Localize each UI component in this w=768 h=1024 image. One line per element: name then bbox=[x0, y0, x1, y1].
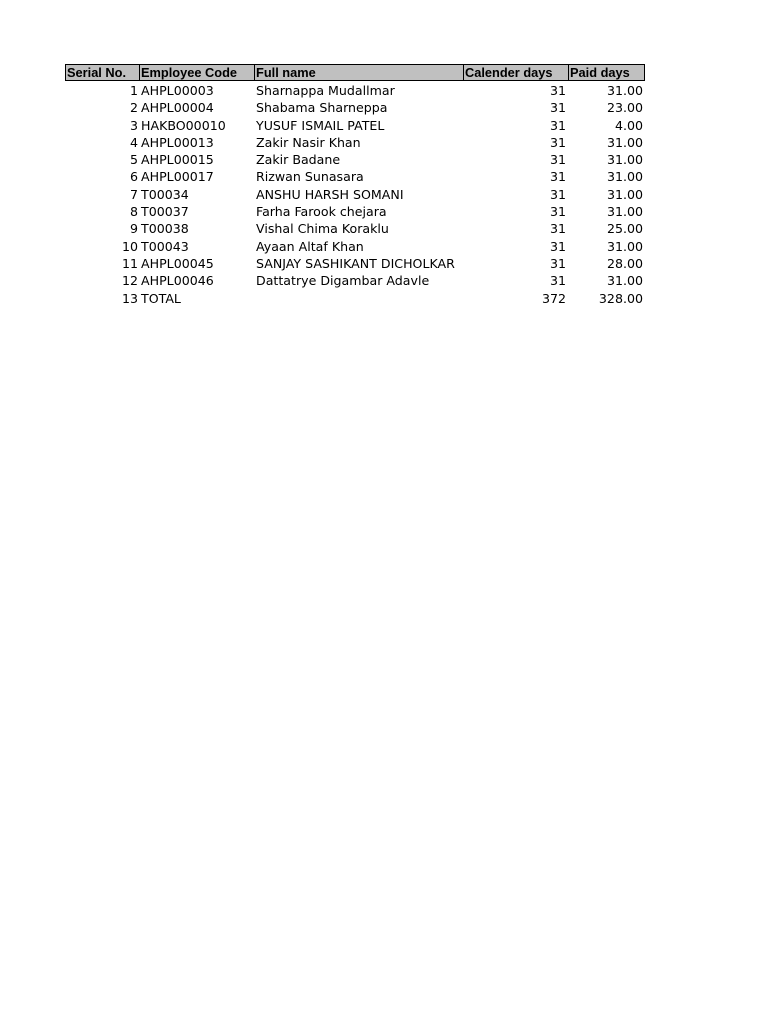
total-paid-days: 328.00 bbox=[598, 290, 643, 306]
header-employee-code: Employee Code bbox=[140, 65, 255, 80]
serial-no-cell: 2 bbox=[129, 100, 138, 116]
calender-days-cell: 31 bbox=[549, 100, 566, 116]
serial-no-cell: 5 bbox=[129, 152, 138, 168]
table-row bbox=[65, 117, 645, 134]
calender-days-cell: 31 bbox=[549, 134, 566, 150]
serial-no-cell: 3 bbox=[129, 117, 138, 133]
full-name-cell: YUSUF ISMAIL PATEL bbox=[256, 117, 385, 133]
total-calender-days: 372 bbox=[541, 290, 566, 306]
serial-no-cell: 10 bbox=[121, 238, 138, 254]
employee-code-cell: T00034 bbox=[141, 186, 189, 202]
header-paid-days: Paid days bbox=[570, 65, 630, 80]
total-label: TOTAL bbox=[141, 290, 181, 306]
employee-code-cell: AHPL00015 bbox=[141, 152, 214, 168]
calender-days-cell: 31 bbox=[549, 169, 566, 185]
header-calender-days: Calender days bbox=[464, 65, 569, 80]
employee-code-cell: AHPL00004 bbox=[141, 100, 214, 116]
full-name-cell: Rizwan Sunasara bbox=[256, 169, 364, 185]
calender-days-cell: 31 bbox=[549, 186, 566, 202]
table-header-row bbox=[65, 64, 645, 81]
paid-days-cell: 28.00 bbox=[606, 255, 643, 271]
serial-no-cell: 9 bbox=[129, 221, 138, 237]
serial-no-cell: 4 bbox=[129, 134, 138, 150]
serial-no-cell: 1 bbox=[129, 83, 138, 98]
employee-code-cell: T00037 bbox=[141, 204, 189, 220]
table-row bbox=[65, 99, 645, 116]
table-row bbox=[65, 134, 645, 151]
full-name-cell: Zakir Badane bbox=[256, 152, 341, 168]
full-name-cell: Ayaan Altaf Khan bbox=[256, 238, 364, 254]
employee-code-cell: AHPL00017 bbox=[141, 169, 214, 185]
full-name-cell: Dattatrye Digambar Adavle bbox=[256, 273, 430, 289]
employee-code-cell: AHPL00013 bbox=[141, 134, 214, 150]
full-name-cell: ANSHU HARSH SOMANI bbox=[256, 186, 404, 202]
paid-days-cell: 31.00 bbox=[606, 204, 643, 220]
serial-no-cell: 11 bbox=[121, 255, 138, 271]
paid-days-cell: 23.00 bbox=[606, 100, 643, 116]
calender-days-cell: 31 bbox=[549, 273, 566, 289]
employee-code-cell: AHPL00045 bbox=[141, 255, 214, 271]
paid-days-cell: 31.00 bbox=[606, 273, 643, 289]
paid-days-cell: 31.00 bbox=[606, 186, 643, 202]
full-name-cell: Farha Farook chejara bbox=[256, 204, 387, 220]
header-serial-no: Serial No. bbox=[66, 65, 140, 80]
full-name-cell: Vishal Chima Koraklu bbox=[256, 221, 389, 237]
full-name-cell: Shabama Sharneppa bbox=[256, 100, 388, 116]
calender-days-cell: 31 bbox=[549, 117, 566, 133]
serial-no-cell: 13 bbox=[121, 290, 138, 306]
paid-days-cell: 31.00 bbox=[606, 152, 643, 168]
paid-days-cell: 25.00 bbox=[606, 221, 643, 237]
table-row bbox=[65, 238, 645, 255]
serial-no-cell: 6 bbox=[129, 169, 138, 185]
total-row bbox=[65, 290, 645, 307]
calender-days-cell: 31 bbox=[549, 83, 566, 98]
table-row bbox=[65, 151, 645, 168]
header-full-name: Full name bbox=[255, 65, 464, 80]
paid-days-cell: 31.00 bbox=[606, 169, 643, 185]
full-name-cell: Sharnappa Mudallmar bbox=[256, 83, 395, 98]
table-row bbox=[65, 255, 645, 272]
employee-code-cell: AHPL00046 bbox=[141, 273, 214, 289]
serial-no-cell: 12 bbox=[121, 273, 138, 289]
calender-days-cell: 31 bbox=[549, 238, 566, 254]
table-row bbox=[65, 168, 645, 185]
employee-code-cell: T00038 bbox=[141, 221, 189, 237]
attendance-table bbox=[65, 64, 645, 307]
employee-code-cell: HAKBO00010 bbox=[141, 117, 226, 133]
paid-days-cell: 31.00 bbox=[606, 238, 643, 254]
full-name-cell bbox=[254, 290, 463, 307]
calender-days-cell: 31 bbox=[549, 255, 566, 271]
calender-days-cell: 31 bbox=[549, 152, 566, 168]
serial-no-cell: 7 bbox=[129, 186, 138, 202]
table-row bbox=[65, 186, 645, 203]
calender-days-cell: 31 bbox=[549, 221, 566, 237]
calender-days-cell: 31 bbox=[549, 204, 566, 220]
table-row bbox=[65, 82, 645, 99]
paid-days-cell: 31.00 bbox=[606, 83, 643, 98]
employee-code-cell: AHPL00003 bbox=[141, 83, 214, 98]
paid-days-cell: 4.00 bbox=[614, 117, 643, 133]
full-name-cell: Zakir Nasir Khan bbox=[256, 134, 361, 150]
table-row bbox=[65, 220, 645, 237]
table-row bbox=[65, 203, 645, 220]
paid-days-cell: 31.00 bbox=[606, 134, 643, 150]
serial-no-cell: 8 bbox=[129, 204, 138, 220]
full-name-cell: SANJAY SASHIKANT DICHOLKAR bbox=[256, 255, 455, 271]
employee-code-cell: T00043 bbox=[141, 238, 189, 254]
table-row bbox=[65, 272, 645, 289]
